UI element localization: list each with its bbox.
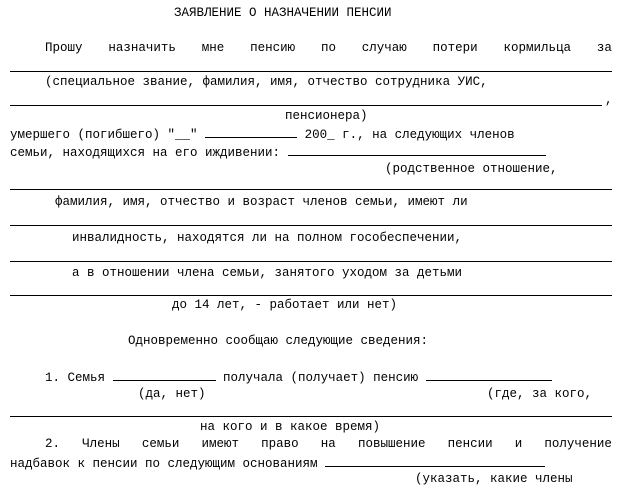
hint-officer: (специальное звание, фамилия, имя, отчество сотрудника УИС, [45,75,488,89]
family-line-4[interactable] [10,295,612,296]
request-word: за [596,41,612,55]
date-month-field[interactable] [205,126,297,138]
dependents-field[interactable] [288,144,546,156]
hint-where: (где, за кого, [487,387,593,401]
hint-pensioner: пенсионера) [285,109,368,123]
item2-line [45,437,612,451]
hint-specify: (указать, какие члены [415,472,573,486]
item1-details-line[interactable] [10,416,612,417]
request-word: назначить [108,41,176,55]
item2-word: имеют [201,437,239,451]
hint-relation: (родственное отношение, [385,162,558,176]
item2-word: и [514,437,523,451]
item2-word: 2. [45,437,61,451]
item2-word: пенсии [447,437,493,451]
deceased-line [10,126,515,142]
item2-word: повышение [357,437,426,451]
item2-grounds-field[interactable] [325,455,545,467]
comma: , [605,93,613,107]
item2-word: право [261,437,299,451]
family-line-3[interactable] [10,261,612,262]
dependents-label: семьи, находящихся на его иждивении: [10,146,281,160]
dependents-line [10,144,546,160]
request-word: случаю [361,41,407,55]
request-word: кормильца [503,41,572,55]
officer-name-line-2[interactable] [10,105,602,106]
item2-word: Члены [82,437,120,451]
date-day[interactable]: "__" [167,128,198,142]
request-word: мне [201,41,225,55]
family-line-1[interactable] [10,189,612,190]
request-line [45,41,612,55]
family-line-2[interactable] [10,225,612,226]
request-word: пенсию [250,41,296,55]
item1-middle: получала (получает) пенсию [223,371,419,385]
request-word: по [320,41,336,55]
item2-word: на [320,437,336,451]
item2-word: получение [544,437,612,451]
hint-caretaker: а в отношении члена семьи, занятого уходом за детьми [72,266,463,280]
deceased-label: умершего (погибшего) [10,128,161,142]
item2-grounds-label: надбавок к пенсии по следующим основаниям [10,457,318,471]
item1-label: 1. Семья [45,371,106,385]
item1-where-field[interactable] [426,369,552,381]
officer-name-line[interactable] [10,71,612,72]
request-word: Прошу [45,41,83,55]
hint-disability: инвалидность, находятся ли на полном гособеспечении, [72,231,463,245]
hint-whom: на кого и в какое время) [200,420,381,434]
hint-family: фамилия, имя, отчество и возраст членов семьи, имеют ли [55,195,468,209]
item2-word: семьи [141,437,180,451]
hint-yes-no: (да, нет) [138,387,206,401]
year-text: 200_ г., на следующих членов [304,128,515,142]
item1-line [45,369,552,385]
item1-yes-no-field[interactable] [113,369,216,381]
hint-age: до 14 лет, - работает или нет) [172,298,398,312]
item2-line-2 [10,455,545,471]
request-word: потери [432,41,478,55]
form-title: ЗАЯВЛЕНИЕ О НАЗНАЧЕНИИ ПЕНСИИ [174,6,392,20]
simultaneous-heading: Одновременно сообщаю следующие сведения: [128,334,429,348]
